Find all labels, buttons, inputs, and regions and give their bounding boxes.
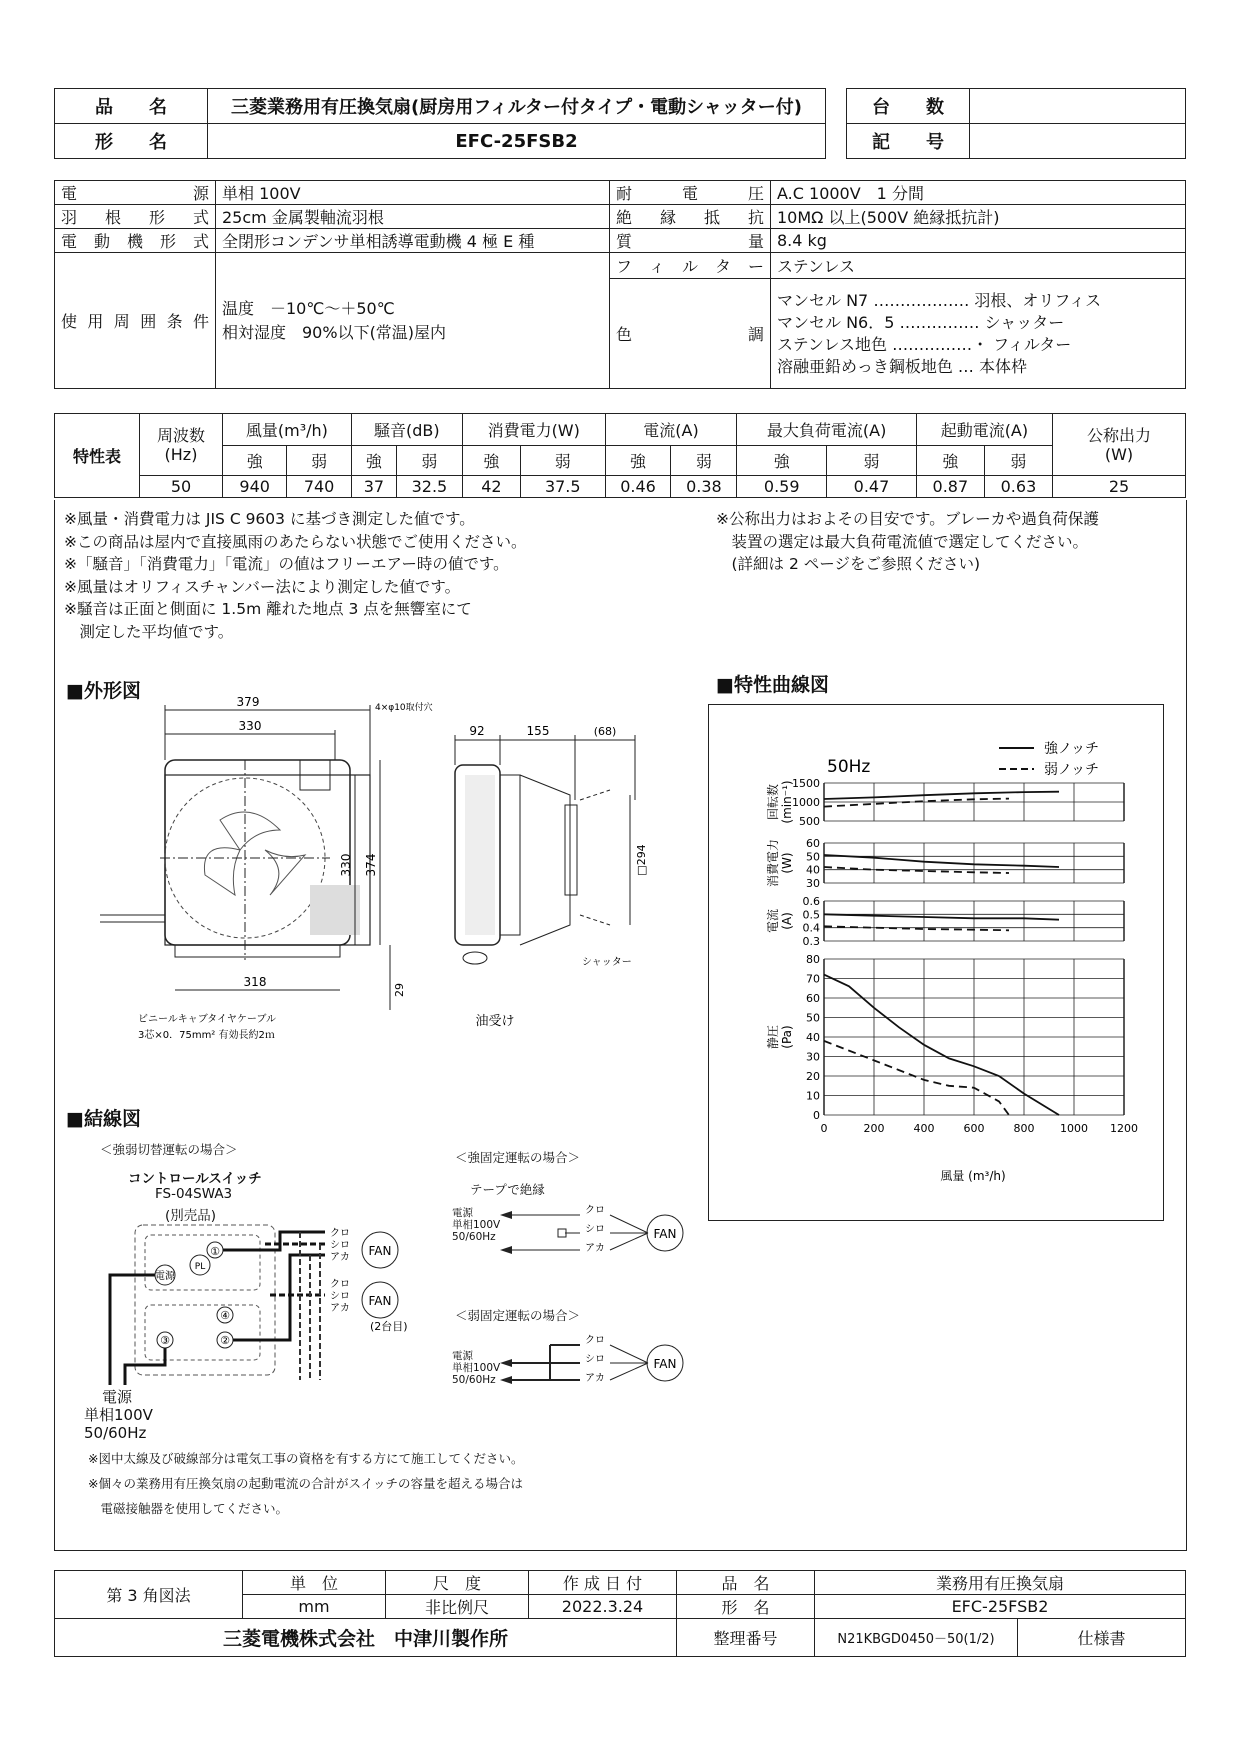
weak-col: 弱: [984, 446, 1052, 476]
x-tick-label: 1000: [1060, 1122, 1088, 1135]
filter-label: フ ィ ル タ ー: [610, 253, 771, 279]
dim-374: 374: [364, 853, 378, 877]
table-cell: 50: [140, 476, 223, 498]
table-cell: 0.63: [984, 476, 1052, 498]
y-tick-label: 0.5: [802, 908, 820, 922]
scale-label: 尺 度: [386, 1571, 529, 1595]
footer-name-value: 業務用有圧換気扇: [815, 1571, 1186, 1595]
wiring-note: 電磁接触器を使用してください。: [88, 1501, 289, 1516]
y-axis-label: 静圧: [766, 1024, 780, 1050]
dim-68: (68): [593, 725, 617, 738]
start-current-header: 起動電流(A): [916, 414, 1052, 446]
sold-separately-label: (別売品): [165, 1208, 217, 1224]
x-tick-label: 800: [1013, 1122, 1035, 1135]
outline-title: ■外形図: [66, 680, 141, 702]
y-tick-label: 40: [806, 863, 820, 877]
wire-red: アカ: [330, 1252, 350, 1263]
unit-value: mm: [243, 1595, 386, 1619]
wiring-note: ※個々の業務用有圧換気扇の起動電流の合計がスイッチの容量を超える場合は: [88, 1476, 523, 1491]
wire-red: アカ: [585, 1243, 605, 1254]
x-tick-label: 600: [963, 1122, 985, 1135]
color-value: [771, 279, 1186, 389]
y-axis-label: 消費電力: [766, 838, 780, 888]
env-label: 使 用 周 囲 条 件: [55, 253, 216, 389]
wiring-case-1: ＜強弱切替運転の場合＞: [100, 1142, 238, 1157]
withstand-value: A.C 1000V 1 分間: [771, 181, 1186, 205]
color-line: 溶融亜鉛めっき鋼板地色 … 本体枠: [777, 356, 1028, 376]
char-title: 特性表: [55, 414, 140, 498]
wire-white: シロ: [585, 1224, 605, 1235]
control-switch-model: FS-04SWA3: [155, 1186, 233, 1202]
weak-col: 弱: [396, 446, 462, 476]
dim-92: 92: [469, 724, 485, 738]
model-value: EFC-25FSB2: [208, 124, 826, 159]
motor-value: 全閉形コンデンサ単相誘導電動機 4 極 E 種: [216, 229, 610, 253]
terminal-3: ③: [160, 1334, 170, 1347]
legend-weak: 弱ノッチ: [1044, 762, 1100, 778]
characteristics-table: [54, 413, 1186, 498]
wiring-diagram-strong: [470, 1195, 690, 1265]
cable-label: ビニールキャブタイヤケーブル: [138, 1014, 276, 1025]
main-power-spec: 単相100V: [84, 1406, 153, 1424]
current-header: 電流(A): [605, 414, 737, 446]
weak-col: 弱: [520, 446, 605, 476]
wiring-case-3: ＜弱固定運転の場合＞: [455, 1308, 581, 1323]
terminal-2: ②: [220, 1334, 230, 1347]
chart-frequency: 50Hz: [827, 757, 871, 777]
title-block: [54, 1570, 1186, 1657]
fan-2: FAN: [368, 1294, 392, 1308]
table-cell: 42: [462, 476, 520, 498]
insulation-label: 絶 縁 抵 抗: [610, 205, 771, 229]
strong-col: 強: [916, 446, 984, 476]
y-tick-label: 0.6: [802, 895, 820, 908]
power-hz: 50/60Hz: [452, 1231, 496, 1243]
dim-379: 379: [236, 695, 260, 709]
wiring-case-2: ＜強固定運転の場合＞: [455, 1150, 581, 1165]
color-line: マンセル N7 ……………… 羽根、オリフィス: [777, 290, 1102, 310]
rated-output-header: 公称出力 (W): [1053, 414, 1186, 476]
wire-red: アカ: [585, 1373, 605, 1384]
wire-white: シロ: [330, 1291, 350, 1302]
fan-strong: FAN: [653, 1227, 677, 1241]
outline-drawing: [90, 690, 650, 1050]
series-weak-line: [824, 926, 1009, 930]
max-load-current-header: 最大負荷電流(A): [737, 414, 916, 446]
table-cell: 940: [223, 476, 287, 498]
oil-tray-label: 油受け: [475, 1014, 515, 1029]
note-line: ※風量はオリフィスチャンバー法により測定した値です。: [64, 577, 461, 596]
wire-black: クロ: [330, 1228, 350, 1239]
table-cell: 0.46: [605, 476, 671, 498]
note-line: ※この商品は屋内で直接風雨のあたらない状態でご使用ください。: [64, 532, 527, 551]
table-cell: 740: [287, 476, 351, 498]
wiring-note: ※図中太線及び破線部分は電気工事の資格を有する方にて施工してください。: [88, 1451, 524, 1466]
characteristic-chart: [708, 704, 1164, 1221]
note-line: ※騒音は正面と側面に 1.5m 離れた地点 3 点を無響室にて: [64, 600, 472, 618]
mark-label: 記 号: [847, 124, 970, 159]
count-label: 台 数: [847, 89, 970, 124]
main-power-title: 電源: [102, 1388, 133, 1406]
date-value: 2022.3.24: [529, 1595, 677, 1619]
env-line-1: 温度 －10℃～＋50℃: [222, 298, 395, 318]
power-spec: 単相100V: [452, 1362, 501, 1374]
x-tick-label: 1200: [1110, 1122, 1138, 1135]
product-name-value: 三菱業務用有圧換気扇(厨房用フィルター付タイプ・電動シャッター付): [208, 89, 826, 124]
table-cell: 0.47: [827, 476, 917, 498]
power-label: 電源: [452, 1350, 473, 1362]
terminal-1: ①: [210, 1245, 220, 1258]
pilot-lamp: PL: [194, 1262, 206, 1272]
wire-white: シロ: [330, 1240, 350, 1251]
switch-power-label: 電源: [155, 1271, 175, 1282]
y-tick-label: 30: [806, 877, 820, 890]
y-axis-label: (Pa): [780, 1025, 794, 1049]
fan-1: FAN: [368, 1244, 392, 1258]
ref-label: 整理番号: [677, 1619, 815, 1657]
second-unit-label: (2台目): [370, 1320, 408, 1333]
table-cell: 32.5: [396, 476, 462, 498]
power-value: 単相 100V: [216, 181, 610, 205]
y-axis-label: (min⁻¹): [780, 780, 794, 824]
model-label: 形 名: [55, 124, 208, 159]
dim-29: 29: [393, 983, 406, 997]
count-value: [970, 89, 1186, 124]
wire-red: アカ: [330, 1303, 350, 1314]
power-spec: 単相100V: [452, 1219, 501, 1231]
airflow-header: 風量(m³/h): [223, 414, 352, 446]
note-line: ※風量・消費電力は JIS C 9603 に基づき測定した値です。: [64, 510, 475, 528]
y-tick-label: 10: [806, 1089, 820, 1103]
note-line: 測定した平均値です。: [64, 622, 234, 641]
color-line: マンセル N6．5 …………… シャッター: [777, 312, 1065, 332]
weak-col: 弱: [287, 446, 351, 476]
curve-title: ■特性曲線図: [716, 674, 829, 696]
terminal-4: ④: [220, 1309, 230, 1322]
strong-col: 強: [351, 446, 396, 476]
withstand-label: 耐 電 圧: [610, 181, 771, 205]
wiring-title: ■結線図: [66, 1108, 141, 1130]
note-line: 装置の選定は最大負荷電流値で選定してください。: [716, 532, 1089, 551]
footer-model-value: EFC-25FSB2: [815, 1595, 1186, 1619]
cable-spec: 3芯×0．75mm² 有効長約2ｍ: [138, 1030, 275, 1041]
product-name-label: 品 名: [55, 89, 208, 124]
projection-method: 第 3 角図法: [55, 1571, 243, 1619]
x-tick-label: 200: [863, 1122, 885, 1135]
table-cell: 0.59: [737, 476, 827, 498]
insulation-value: 10MΩ 以上(500V 絶縁抵抗計): [771, 205, 1186, 229]
weak-col: 弱: [827, 446, 917, 476]
y-tick-label: 1000: [792, 796, 820, 809]
y-tick-label: 60: [806, 992, 820, 1005]
wire-black: クロ: [585, 1205, 605, 1216]
header-table: [54, 88, 826, 159]
control-switch-label: コントロールスイッチ: [128, 1171, 262, 1187]
table-cell: 0.38: [671, 476, 737, 498]
y-tick-label: 0.3: [802, 935, 820, 948]
wire-white: シロ: [585, 1354, 605, 1365]
scale-value: 非比例尺: [386, 1595, 529, 1619]
unit-label: 単 位: [243, 1571, 386, 1595]
y-tick-label: 1500: [792, 777, 820, 790]
dim-330: 330: [238, 719, 262, 733]
y-axis-label: 回転数: [766, 783, 780, 821]
y-tick-label: 80: [806, 953, 820, 966]
y-tick-label: 500: [799, 815, 820, 828]
main-power-hz: 50/60Hz: [84, 1424, 147, 1442]
series-weak-line: [824, 799, 1009, 807]
dim-318: 318: [243, 975, 267, 989]
mark-value: [970, 124, 1186, 159]
env-value: [216, 253, 610, 389]
strong-col: 強: [462, 446, 520, 476]
power-label: 電源: [452, 1207, 473, 1219]
dim-294: □294: [635, 844, 648, 876]
spec-table: [54, 180, 1186, 389]
y-axis-label: 電流: [766, 908, 780, 934]
y-tick-label: 70: [806, 972, 820, 986]
strong-col: 強: [605, 446, 671, 476]
note-line: (詳細は 2 ページをご参照ください): [716, 555, 981, 573]
y-tick-label: 0: [813, 1109, 820, 1122]
x-tick-label: 400: [913, 1122, 935, 1135]
x-axis-label: 風量 (m³/h): [940, 1169, 1006, 1183]
y-tick-label: 50: [806, 850, 820, 864]
legend-strong: 強ノッチ: [1044, 741, 1100, 757]
count-table: [846, 88, 1186, 159]
strong-col: 強: [223, 446, 287, 476]
power-consumption-header: 消費電力(W): [462, 414, 605, 446]
wiring-notes: [88, 1446, 523, 1521]
filter-value: ステンレス: [771, 253, 1186, 279]
dim-mounting-holes: 4×φ10取付穴: [375, 703, 433, 713]
mass-label: 質 量: [610, 229, 771, 253]
x-tick-label: 0: [820, 1122, 828, 1135]
table-cell: 37.5: [520, 476, 605, 498]
dim-155: 155: [526, 724, 550, 738]
power-label: 電 源: [55, 181, 216, 205]
note-line: ※「騒音」「消費電力」「電流」の値はフリーエアー時の値です。: [64, 555, 509, 573]
doc-type: 仕様書: [1018, 1619, 1186, 1657]
notes-left: [64, 508, 527, 643]
series-weak-line: [824, 1041, 1009, 1115]
footer-name-label: 品 名: [677, 1571, 815, 1595]
date-label: 作 成 日 付: [529, 1571, 677, 1595]
shutter-label: シャッター: [582, 957, 632, 968]
dim-330-height: 330: [339, 853, 353, 877]
y-tick-label: 0.4: [802, 921, 820, 935]
wiring-diagram-switch: [80, 1220, 460, 1400]
table-cell: 25: [1053, 476, 1186, 498]
table-cell: 0.87: [916, 476, 984, 498]
power-weak: [452, 1350, 500, 1386]
y-tick-label: 40: [806, 1031, 820, 1044]
power-strong: [452, 1207, 500, 1243]
y-tick-label: 20: [806, 1070, 820, 1083]
color-label: 色 調: [610, 279, 771, 389]
env-line-2: 相対湿度 90%以下(常温)屋内: [222, 322, 447, 342]
wiring-diagram-weak: [470, 1325, 690, 1395]
wire-black: クロ: [330, 1279, 350, 1290]
freq-header: 周波数 (Hz): [140, 414, 223, 476]
notes-right: [716, 508, 1099, 576]
footer-model-label: 形 名: [677, 1595, 815, 1619]
blade-label: 羽 根 形 式: [55, 205, 216, 229]
main-power-label: [84, 1388, 153, 1442]
weak-col: 弱: [671, 446, 737, 476]
table-cell: 37: [351, 476, 396, 498]
blade-value: 25cm 金属製軸流羽根: [216, 205, 610, 229]
ref-value: N21KBGD0450－50(1/2): [815, 1619, 1018, 1657]
color-line: ステンレス地色 ……………・ フィルター: [777, 334, 1072, 354]
motor-label: 電 動 機 形 式: [55, 229, 216, 253]
company-name: 三菱電機株式会社 中津川製作所: [55, 1619, 677, 1657]
note-line: ※公称出力はおよその目安です。ブレーカや過負荷保護: [716, 510, 1099, 528]
y-tick-label: 50: [806, 1011, 820, 1025]
noise-header: 騒音(dB): [351, 414, 462, 446]
y-tick-label: 30: [806, 1050, 820, 1064]
wire-black: クロ: [585, 1335, 605, 1346]
tape-label: テープで絶縁: [470, 1182, 545, 1197]
y-axis-label: (W): [780, 852, 794, 874]
fan-weak: FAN: [653, 1357, 677, 1371]
y-tick-label: 60: [806, 837, 820, 850]
mass-value: 8.4 kg: [771, 229, 1186, 253]
power-hz: 50/60Hz: [452, 1374, 496, 1386]
strong-col: 強: [737, 446, 827, 476]
y-axis-label: (A): [780, 912, 794, 930]
